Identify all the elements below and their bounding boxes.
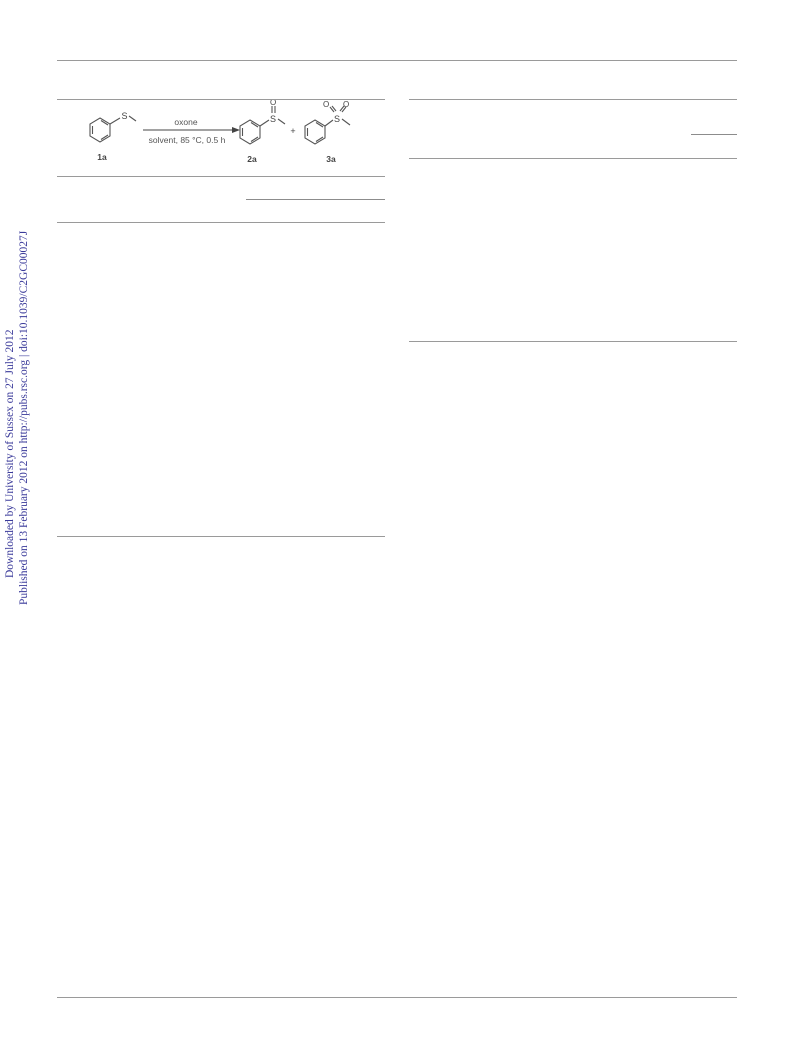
atom-sulfur-2a: S (270, 114, 277, 124)
reagent-label: oxone (174, 117, 198, 127)
sulfone-structure (305, 106, 350, 144)
sulfoxide-structure (240, 106, 285, 144)
page-footer-rule (57, 997, 737, 998)
plus-sign: + (290, 126, 296, 136)
table-header-rule (57, 176, 385, 177)
atom-oxygen-2a: O (270, 100, 277, 107)
page-header-rule (57, 60, 737, 61)
atom-sulfur-1a: S (121, 111, 128, 121)
right-table-bottom-rule (409, 341, 737, 342)
download-info: Downloaded by University of Sussex on 27 July 2012 (4, 329, 16, 578)
right-table-top-rule (409, 99, 737, 100)
atom-sulfur-3a: S (334, 114, 341, 124)
publication-info: Published on 13 February 2012 on http://pubs.rsc.org | doi:10.1039/C2GC00027J (18, 230, 30, 605)
compound-label-3a: 3a (326, 154, 336, 164)
compound-label-2a: 2a (247, 154, 257, 164)
thioanisole-structure (90, 116, 136, 142)
right-table-header-rule (409, 158, 737, 159)
reaction-scheme (80, 100, 370, 170)
table-subheader-rule (246, 199, 385, 200)
atom-oxygen-3a-left: O (323, 100, 330, 109)
right-table-subheader-rule (691, 134, 737, 135)
table-bottom-rule (57, 536, 385, 537)
download-watermark (2, 230, 32, 610)
table-body-top-rule (57, 222, 385, 223)
compound-label-1a: 1a (97, 152, 107, 162)
arrow-head (232, 127, 240, 133)
conditions-label: solvent, 85 °C, 0.5 h (148, 135, 226, 145)
atom-oxygen-3a-right: O (343, 100, 350, 109)
